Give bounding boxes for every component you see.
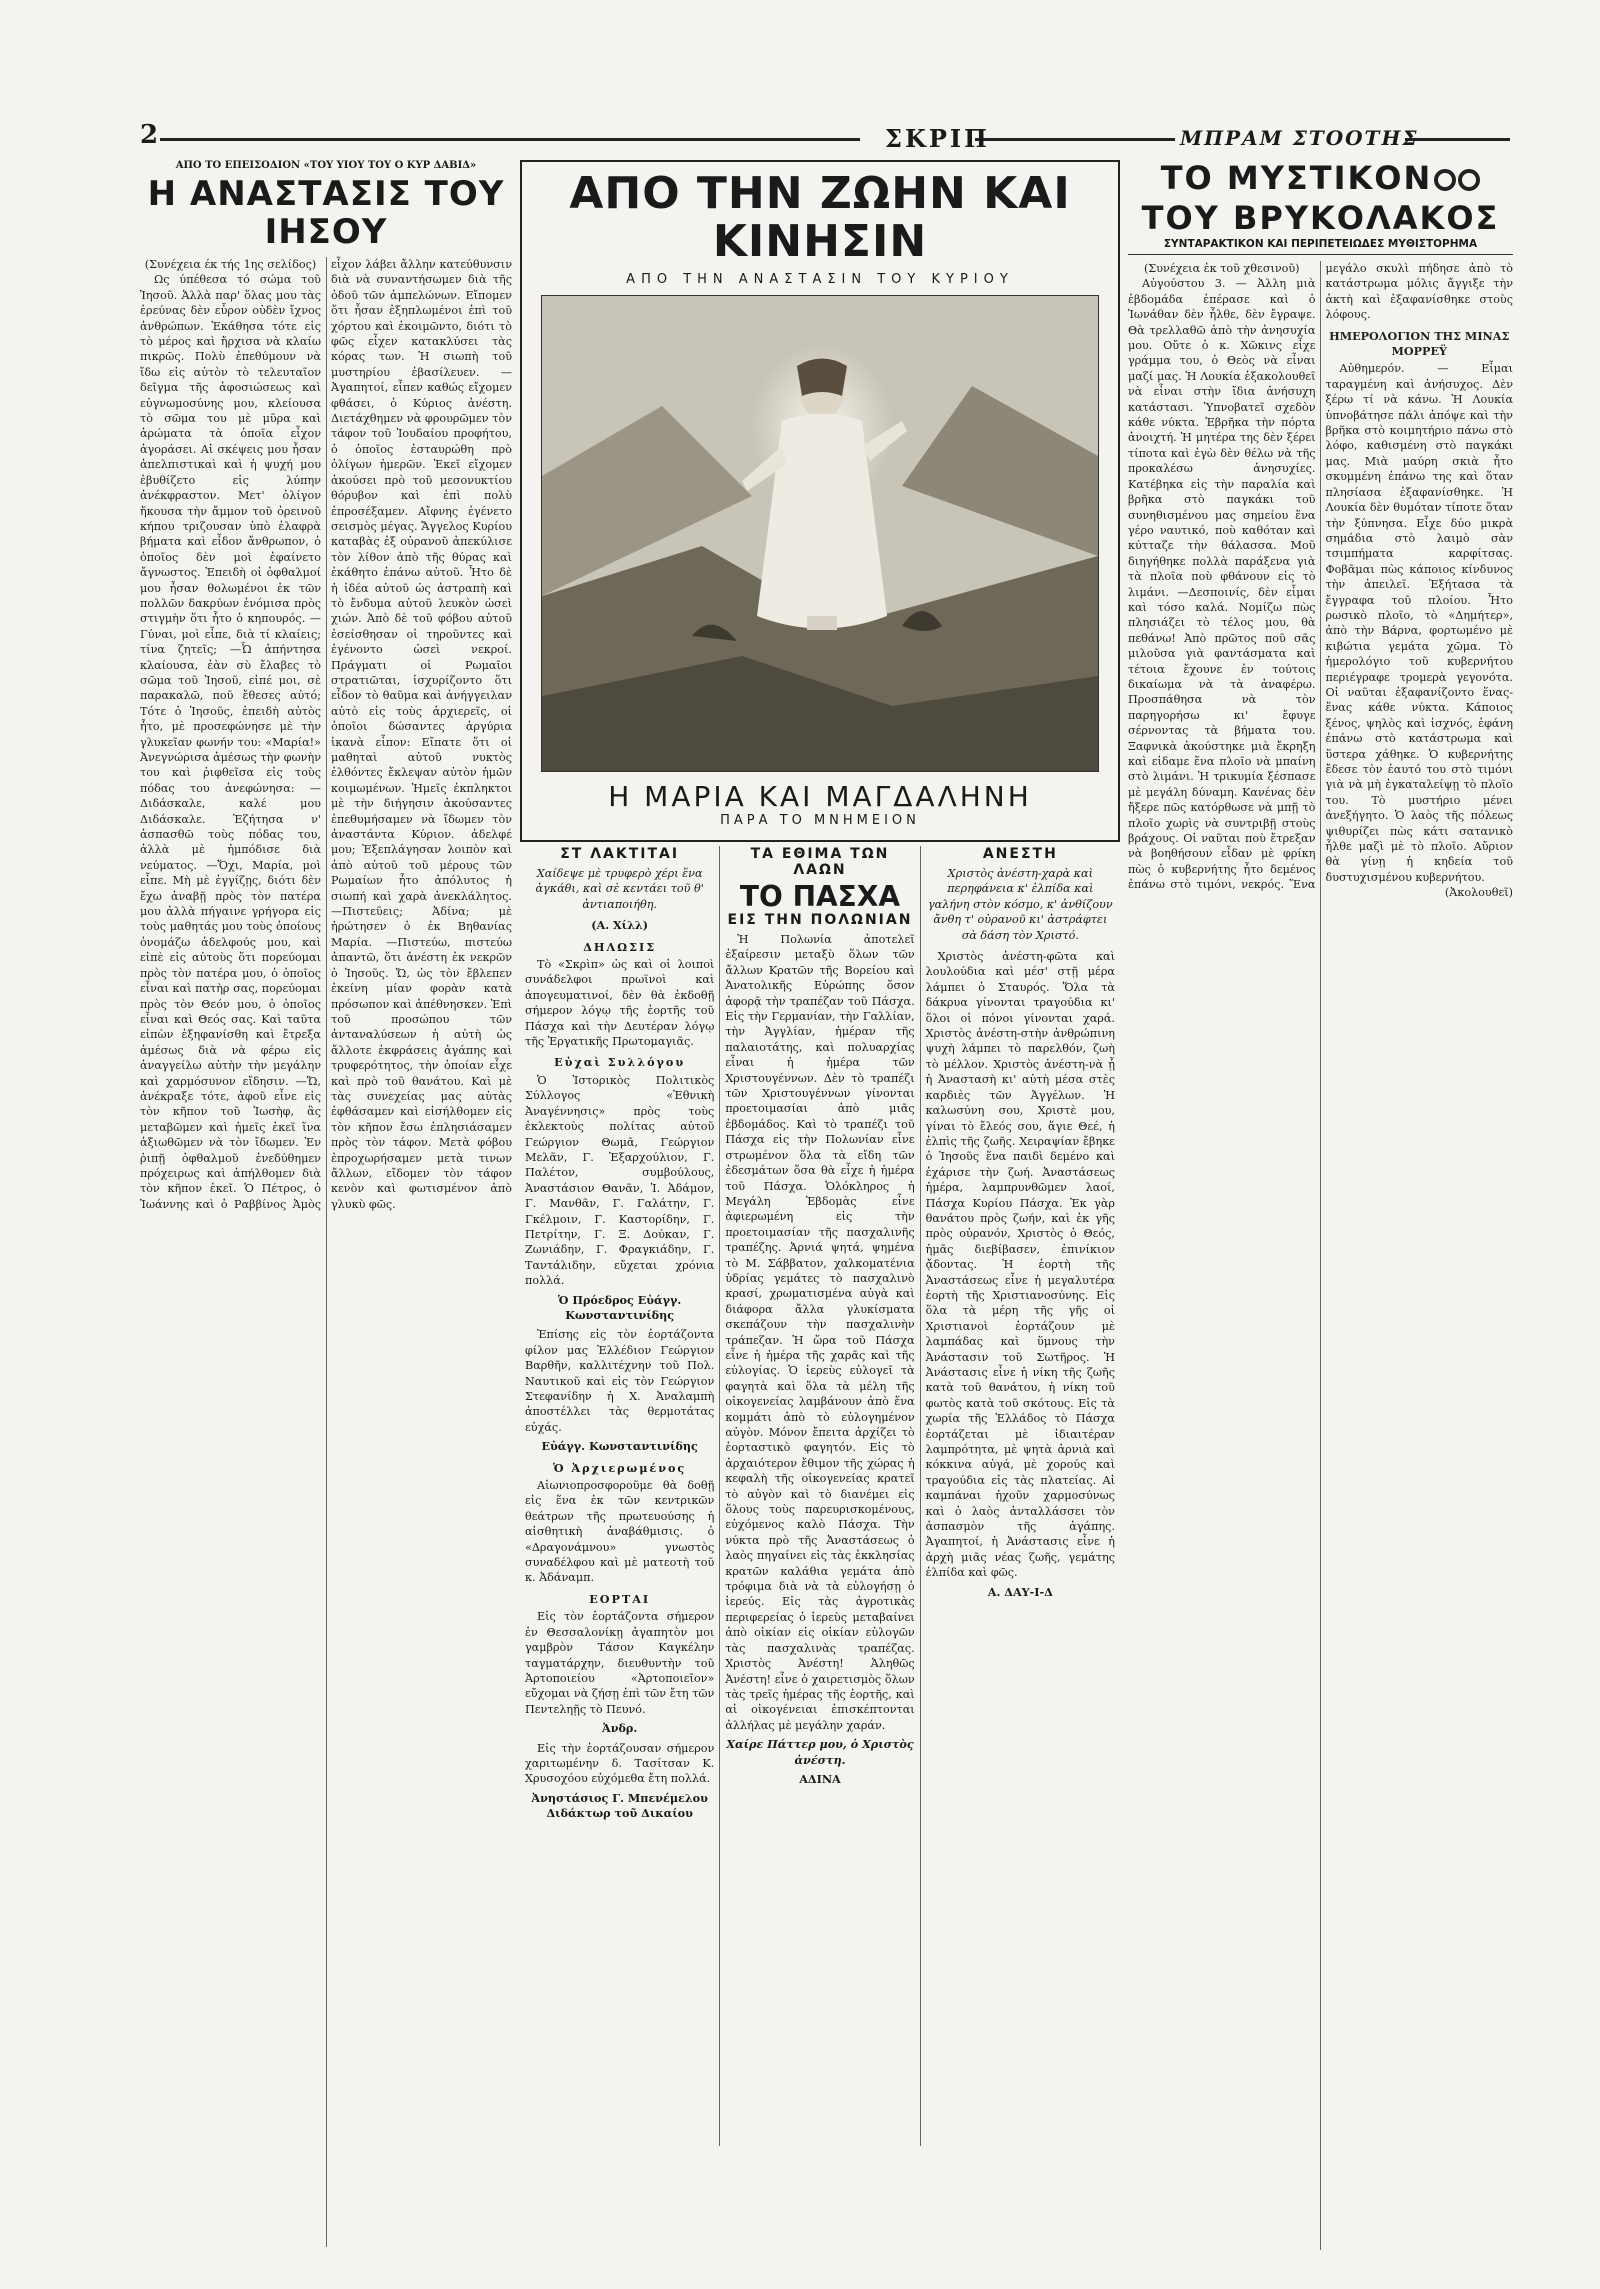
col2-sign: ΑΔΙΝΑ: [799, 1771, 841, 1786]
page-number: 2: [140, 120, 159, 150]
center-banner-sub: ΑΠΟ ΤΗΝ ΑΝΑΣΤΑΣΙΝ ΤΟΥ ΚΥΡΙΟΥ: [626, 272, 1014, 287]
col2-head: ΤΑ ΕΘΙΜΑ ΤΩΝ ΛΑΩΝ: [750, 846, 890, 878]
col1-body4: Αἱωνιοπροσφοροῦμε θὰ δοθῇ εἰς ἕνα ἐκ τῶν κεντρικῶν θεάτρων τῆς πρωτευούσης ἡ αἰσθητικὴ ἀναβάθμισις. ὁ «Δραγονάμνου» γνωστὸς συναδέλφου καὶ μὲ ματεοτὴ τοῦ κ. Ἀδάναμπ.: [525, 1479, 715, 1585]
ornament-icon: [1458, 169, 1480, 191]
col1-body6: Εἰς τὴν ἑορτάζουσαν σήμερον χαριτωμένην δ. Τασίτσαν Κ. Χρυσοχόου εὐχόμεθα ἔτη πολλά.: [525, 1741, 715, 1786]
col1-sect3: Ὁ Ἀρχιερωμένος: [553, 1460, 687, 1475]
masthead: [140, 120, 1510, 153]
paper-name: ΣΚΡΙΠ: [885, 124, 990, 153]
col2-closing: Χαίρε Πάττερ μου, ὁ Χριστὸς ἀνέστη.: [726, 1737, 914, 1767]
center-banner: ΑΠΟ ΤΗΝ ΖΩΗΝ ΚΑΙ ΚΙΝΗΣΙΝ: [569, 168, 1071, 267]
col3-head: ΑΝΕΣΤΗ: [982, 846, 1058, 862]
col3-sign: Α. ΔΑΥ-Ι-Δ: [987, 1584, 1053, 1599]
left-lead: (Συνέχεια έκ τής 1ης σελίδος): [144, 258, 317, 271]
col1-body1: Τὸ «Σκρὶπ» ὡς καὶ οἱ λοιποὶ συνάδελφοι πρωϊνοὶ καὶ ἀπογευματινοί, δὲν θὰ ἐκδοθῇ σήμερον λόγῳ τῆς ἑορτῆς τοῦ Πάσχα καὶ τὴν Δευτέραν λόγῳ τῆς Ἐργατικῆς Πρωτομαγιᾶς.: [525, 958, 715, 1049]
left-article: [140, 160, 512, 2250]
painting-illustration: [542, 296, 1098, 771]
right-lead: (Συνέχεια ἐκ τοῦ χθεσινοῦ): [1143, 262, 1300, 275]
right-body2: Αὐθημερόν. — Εἶμαι ταραγμένη καὶ ἀνήσυχος. Δὲν ξέρω τί νὰ κάνω. Ἡ Λουκία ὑπνοβάτησε πάλι ἀπόψε καὶ τὴν βρῆκα στὸ κοιμητήριο πάνω στὸ λόφο, καθισμένη στὸ παγκάκι μας. Μιὰ μαύρη σκιὰ ἦτο σκυμμένη ἐπάνω της καὶ ὅταν πλησίασα ἐξαφανίσθηκε. Ἡ Λουκία δὲν θυμόταν τίποτε ὅταν τὴν ξύπνησα. Εἶχε δύο μικρὰ σημάδια στὸ λαιμὸ σὰν τσιμπήματα καρφίτσας. Φοβᾶμαι πὼς κάποιος κίνδυνος τὴν ἀπειλεῖ. Ἐξήτασα τὰ ἔγγραφα τοῦ πλοίου. Ἦτο ρωσικὸ πλοῖο, τὸ «Δημήτερ», ἀπὸ τὴν Βάρνα, φορτωμένο μὲ κιβώτια γεμάτα χῶμα. Τὸ ἡμερολόγιο τοῦ κυβερνήτου περιέγραφε τρομερὰ γεγονότα. Οἱ ναῦται ἐξαφανίζοντο ἕνας-ἕνας κάθε νύκτα. Κάποιος ξένος, ψηλὸς καὶ ἰσχνός, ἐφάνη ἐπάνω στὸ κατάστρωμα καὶ ὕστερα χάθηκε. Ὁ κυβερνήτης ἔδεσε τὸν ἑαυτό του στὸ τιμόνι γιὰ νὰ μὴ ἐγκαταλείψῃ τὸ πλοῖο του. Τὸ μυστήριο μένει ἀνεξήγητο. Ὁ λαὸς τῆς πόλεως ψιθυρίζει πὼς κάτι σατανικὸ ἦλθε μαζὶ μὲ τὸ πλοῖο. Αὔριον θὰ γίνῃ ἡ κηδεία τοῦ δυστυχισμένου κυβερνήτου.: [1325, 362, 1513, 884]
right-serial: [1128, 160, 1513, 2250]
col1-sign3: Εὐάγγ. Κωνσταντινίδης: [541, 1439, 698, 1454]
right-cont: (Ἀκολουθεῖ): [1444, 886, 1513, 900]
col2-title: ΤΟ ΠΑΣΧΑ: [739, 880, 901, 913]
left-kicker: ΑΠΟ ΤΟ ΕΠΕΙΣΟΔΙΟΝ «ΤΟΥ ΥΙΟΥ ΤΟΥ Ο ΚΥΡ ΔΑΒΙΔ»: [175, 160, 477, 171]
col1-body3: Ἐπίσης εἰς τὸν ἑορτάζοντα φίλον μας Ἐλλέδιον Γεώργιον Βαρθῆν, καλλιτέχνην τοῦ Πολ. Ναυτικοῦ καὶ εἰς τὸν Γεώργιον Στεφανίδην ἡ Χ. Ἀναλαμπὴ ἀποστέλλει τὰς θερμοτάτας εὐχάς.: [525, 1328, 715, 1434]
right-body1: Αὐγούστου 3. — Ἀλλη μιὰ ἑβδομάδα ἐπέρασε καὶ ὁ Ἰωνάθαν δὲν ἦλθε, δὲν ἔγραψε. Θὰ τρελλαθῶ ἀπὸ τὴν ἀνησυχία μου. Οὔτε ὁ κ. Χῶκινς εἶχε γράμμα του, ὁ Θεὸς νὰ εἶναι μαζί μας. Ἡ Λουκία ἐξακολουθεῖ νὰ εἶναι στὴν ἴδια ἀνήσυχη κατάστασι. Ὑπνοβατεῖ σχεδὸν κάθε νύκτα. Ἐβρῆκα τὴν πόρτα ἀνοιχτή. Ἡ μητέρα της δὲν ξέρει τίποτα καὶ ἐγὼ δὲν θέλω νὰ τῆς προκαλέσω ἀνησυχίες. Κατέβηκα εἰς τὴν παραλία καὶ βρῆκα στὸ παγκάκι τοῦ συνηθισμένου μας σημείου ἕνα γέρο ναυτικό, ποὺ καθόταν καὶ κύτταζε τὴν θάλασσα. Μοῦ διηγήθηκε πολλὰ παράξενα γιὰ τὰ πλοῖα ποὺ φθάνουν εἰς τὸ λιμάνι. —Δεσποινίς, δὲν εἶμαι καὶ τόσο καλά. Νομίζω πὼς πλησιάζει τὸ τέλος μου, θὰ πεθάνω! Ἀπὸ πρῶτος ποῦ σᾶς μιλοῦσα γιὰ φαντάσματα καὶ τέτοια ἔχουνε ἐν τούτοις δικαίωμα νὰ τὰ ἀναφέρω. Προσπάθησα νὰ τὸν παρηγορήσω κι' ἔφυγε σέρνοντας τὰ βήματα του. Ξαφνικὰ ἀκούστηκε μιὰ ἔκρηξη καὶ εἰδαμε ἕνα πλοῖο νὰ μπαίνη στὸ λιμάνι. Ἡ τρικυμία ξέσπασε μὲ μεγάλη δύναμη. Κανένας δὲν ἤξερε πῶς κατόρθωσε νὰ μπῇ τὸ πλοῖο χωρὶς νὰ συντριβῇ στοὺς βράχους. Οἱ ναῦται ποὺ ἔτρεξαν νὰ βοηθήσουν εἶδαν μὲ φρίκη πὼς ὁ κυβερνήτης ἦτο δεμένος ἐπάνω στὸ τιμόνι, νεκρός. Ἕνα μεγάλο σκυλὶ πήδησε ἀπὸ τὸ κατάστρωμα μόλις ἄγγιξε τὴν ἀκτὴ καὶ ἐξαφανίσθηκε στοὺς λόφους.: [1128, 262, 1513, 892]
right-body-columns: [1128, 261, 1513, 2250]
right-title-2: ΤΟΥ ΒΡΥΚΟΛΑΚΟΣ: [1141, 199, 1500, 237]
masthead-rule-right: [1405, 138, 1510, 141]
right-header: ΜΠΡΑΜ ΣΤΟΟΤΗΣ: [1180, 126, 1419, 150]
col1-sect2: Εὐχαὶ Συλλόγου: [554, 1055, 686, 1070]
center-three-columns: [520, 846, 1120, 2146]
left-body-columns: [140, 257, 512, 2247]
right-title-1: [1128, 160, 1513, 196]
right-deck: ΣΥΝΤΑΡΑΚΤΙΚΟΝ ΚΑΙ ΠΕΡΙΠΕΤΕΙΩΔΕΣ ΜΥΘΙΣΤΟΡΗΜΑ: [1128, 238, 1513, 255]
col1-sign5: Ἀνηστάσιος Γ. Μπενέμελου Διδάκτωρ τοῦ Δικαίου: [531, 1790, 708, 1821]
col1-poem: Χαίδεψε μὲ τρυφερὸ χέρι ἕνα ἀγκάθι, καὶ σὲ κεντάει τοῦ θ' ἀντιαποιήθη.: [535, 867, 704, 911]
center-col-3: [920, 846, 1120, 2146]
left-title: Η ΑΝΑΣΤΑΣΙΣ ΤΟΥ ΙΗΣΟΥ: [147, 174, 505, 252]
painting-caption: Η ΜΑΡΙΑ ΚΑΙ ΜΑΓΔΑΛΗΝΗ: [608, 780, 1032, 813]
resurrection-painting: [541, 295, 1099, 772]
col1-poem-sign: (Α. Χίλλ): [591, 918, 649, 933]
right-title-1-text: ΤΟ ΜΥΣΤΙΚΟΝ: [1160, 160, 1433, 197]
masthead-rule-left: [160, 138, 860, 141]
col1-head: ΣΤ ΛΑΚΤΙΤΑΙ: [560, 846, 680, 862]
col1-sign4: Ἀνδρ.: [602, 1721, 638, 1736]
center-col-1: [520, 846, 719, 2146]
col3-body: Χριστὸς ἀνέστη-φῶτα καὶ λουλούδια καὶ μέσ' στῇ μέρα λάμπει ὁ Σταυρός. Ὅλα τὰ δάκρυα γίνονται τραγούδια κι' ὅλοι οἱ πόνοι γίνονται χαρά. Χριστὸς ἀνέστη-στὴν ἀνθρώπινη ψυχὴ λάμπει τὸ παρελθόν, ζωὴ τὸ μέλλον. Χριστὸς ἀνέστη-νὰ ᾖ ἡ Ἀναστασὴ κι' αὐτὴ μέσα στὲς καρδιὲς τῶν Ἀγγέλων. Ἡ καλωσύνη σου, Χριστὲ μου, γίναι τὸ ἔλεός σου, ἅγιε Θεέ, ἡ ἐλπὶς τῆς ζωῆς. Χειραψίαν ἔβηκε ὁ Ἰησοῦς ἕνα παιδὶ δεμένο καὶ ἐχάρισε τὴν ζωή. Ἀναστάσεως ἡμέρα, λαμπρυνθῶμεν λαοί, Πάσχα Κυρίου Πάσχα. Ἐκ γὰρ θανάτου πρὸς ζωήν, καὶ ἐκ γῆς πρὸς οὐρανόν, Χριστὸς ὁ Θεός, ἡμᾶς διεβίβασεν, ἐπινίκιον ᾄδοντας. Ἡ ἑορτὴ τῆς Ἀναστάσεως εἶνε ἡ μεγαλυτέρα ἑορτὴ τῆς Χριστιανοσύνης. Εἰς ὅλα τὰ μέρη τῆς γῆς οἱ Χριστιανοὶ ἑορτάζουν μὲ λαμπάδας καὶ ὕμνους τὴν Ἀνάστασιν τοῦ Σωτῆρος. Ἡ Ἀνάστασις εἶνε ἡ νίκη τῆς ζωῆς κατὰ τοῦ θανάτου, ἡ νίκη τοῦ φωτὸς κατὰ τοῦ σκότους. Εἰς τὰ χωρία τῆς Ἑλλάδος τὸ Πάσχα ἑορτάζεται μὲ ἰδιαιτέραν λαμπρότητα, μὲ ψητὰ ἀρνιὰ καὶ κόκκινα αὐγά, μὲ χορούς καὶ τραγούδια εἰς τὰς πλατείας. Αἱ καμπάναι ἠχοῦν χαρμοσύνως καὶ ὁ λαὸς ἀνταλλάσσει τὸν ἀσπασμὸν τῆς ἀγάπης. Ἀγαπητοί, ἡ Ἀνάστασις εἶνε ἡ ἀρχὴ μιᾶς νέας ζωῆς, γεμάτης ἐλπίδα καὶ φῶς.: [925, 950, 1115, 1580]
center-banner-box: [520, 160, 1120, 842]
center-section: [520, 160, 1120, 2250]
left-body: Ως ύπέθεσα τό σώμα τοῦ Ἰησοῦ. Ἀλλὰ παρ' ὅλας μου τὰς ἐρεύνας δὲν εὗρον οὐδὲν ἴχνος ἀνθρώπων. Ἐκάθησα τότε εἰς τὸ μέρος καὶ ἤρχισα νὰ κλαίω πικρῶς. Πολὺ ἐπεθύμουν νὰ ἴδω εἰς αὐτὸν τὸ τελευταῖον δεῖγμα τῆς ἀφοσιώσεως καὶ εὐγνωμοσύνης μου, κλείουσα τὸ σῶμα του μὲ μῦρα καὶ ἀρώματα τὰ ὁποῖα εἶχον ἀγοράσει. Αἱ σκέψεις μου ἦσαν ἀπελπιστικαὶ καὶ ἡ ψυχή μου ἐβυθίζετο εἰς λύπην ἀνέκφραστον. Μετ' ὀλίγον ἤκουσα τὴν ἄμμον τοῦ ὀρεινοῦ κήπου τριζουσαν ὑπὸ ἐλαφρὰ βήματα καὶ εἶδον ἄνθρωπον, ὁ ὁποῖος δὲν μοὶ ἐφαίνετο ἄγνωστος. Ἐπειδὴ οἱ ὀφθαλμοί μου ἦσαν θολωμένοι ἐκ τῶν πολλῶν δακρύων ἐνόμισα πρὸς στιγμὴν ὅτι ἦτο ὁ κηπουρός. —Γύναι, μοὶ εἶπε, διὰ τί κλαίεις; τίνα ζητεῖς; —Ὦ ἀπήντησα κλαίουσα, ἐὰν σὺ ἔλαβες τὸ σῶμα τοῦ Ἰησοῦ, εἰπέ μοι, σὲ παρακαλῶ, ποῦ ἔθεσες αὐτό; Τότε ὁ Ἰησοῦς, ἐπειδὴ αὐτὸς ἦτο, μὲ προσεφώνησε μὲ τὴν γλυκεῖαν φωνήν του: «Μαρία!» Ἀνεγνώρισα ἀμέσως τὴν φωνὴν του καὶ ῥιφθεῖσα εἰς τοὺς πόδας του ἀνεφώνησα: —Διδάσκαλε, καλέ μου Διδάσκαλε. Ἐζήτησα ν' ἀσπασθῶ τοὺς πόδας του, ἀλλὰ μὲ ἠμπόδισε διὰ νεύματος. —Ὄχι, Μαρία, μοὶ εἶπε. Μὴ μὲ ἐγγίζῃς, διότι δὲν ἔχω ἀναβῇ πρὸς τὸν πατέρα μου ἀλλὰ πήγαινε γρήγορα εἰς τοὺς μαθητάς μου τοὺς ὁποίους ὀνομάζω ἀδελφούς μου, καὶ εἰπὲ εἰς αὐτοὺς ὅτι πορεύομαι πρὸς τὸν πατέρα μου, ὁ ὁποῖος εἶναι καὶ πατὴρ σας, πορεύομαι πρὸς τὸν Θεόν μου, ὁ ὁποῖος εἶναι καὶ Θεός σας. Καὶ ταῦτα εἰπὼν ἐξηφανίσθη καὶ ἔτρεξα ἀμέσως διὰ νὰ φέρω εἰς ἀναγγείλω αὐτὴν τὴν μεγάλην καὶ χαρμόσυνον εἴδησιν. —Ὤ, ἀνέκραξε τότε, ἀφοῦ εἶνε εἰς τὸν κῆπον τοῦ Ἰωσὴφ, ἂς μεταβῶμεν καὶ ἡμεῖς ἐκεῖ ἵνα ἀξιωθῶμεν νὰ τὸν ἴδωμεν. Ἐν ῥιπῇ ὀφθαλμοῦ ἐνεδύθημεν πρόχειρως καὶ ἀπήλθομεν διὰ τὸν κῆπον ἐκεῖ. Ὁ Πέτρος, ὁ Ἰωάννης καὶ ὁ Ραββίνος Ἀμὸς εἶχον λάβει ἄλλην κατεύθυνσιν διὰ νὰ συναντήσωμεν διὰ τῆς ὁδοῦ τῶν ἀμπελώνων. Εἴπομεν ὅτι ἦσαν ἐξηπλωμένοι ἐπὶ τοῦ χόρτου καὶ ἐκοιμῶντο, διότι τὸ φῶς εἶχεν κατακλύσει τὰς κόρας των. Ἡ σιωπὴ τοῦ μυστηρίου ἐβασίλευεν. —Ἀγαπητοί, εἶπεν καθώς εἴχομεν φθάσει, ὁ Κύριος ἀνέστη. Διετάχθημεν νὰ φρουρῶμεν τὸν τάφον τοῦ Ἰουδαίου προφήτου, ὁ ὁποῖος ἐσταυρώθη πρὸ ὀλίγων ἡμερῶν. Ἐκεῖ εἴχομεν ἀκούσει πρὸ τοῦ μεσονυκτίου θόρυβον καὶ ἐπὶ πολὺ ἐπροσέξαμεν. Αἴφνης ἐγένετο σεισμὸς μέγας. Ἄγγελος Κυρίου καταβὰς ἐξ οὐρανοῦ ἀπεκύλισε τὸν λίθον ἀπὸ τῆς θύρας καὶ ἐκάθητο ἐπάνω αὐτοῦ. Ἦτο δὲ ἡ ἰδέα αὐτοῦ ὡς ἀστραπὴ καὶ τὸ ἔνδυμα αὐτοῦ λευκὸν ὡσεὶ χιών. Ἀπὸ δὲ τοῦ φόβου αὐτοῦ ἐσείσθησαν οἱ τηροῦντες καὶ ἐγένοντο ὡσεὶ νεκροί. Πράγματι οἱ Ρωμαῖοι στρατιῶται, ἰσχυρίζοντο ὅτι εἶδον τὸ θαῦμα καὶ ἀνήγγειλαν αὐτὸ εἰς τοὺς ἀρχιερεῖς, οἱ ὁποῖοι δώσαντες ἀργύρια ἱκανὰ εἶπον: Εἴπατε ὅτι οἱ μαθηταὶ αὐτοῦ νυκτὸς ἐλθόντες ἔκλεψαν αὐτὸν ἡμῶν κοιμωμένων. Ἡμεῖς ἐκπληκτοι μὲ τὴν διήγησιν ἀκούσαντες ἐπεθυμήσαμεν νὰ ἴδωμεν τὸν ἀναστάντα Κύριον. ἀδελφέ μου; Ἐξεπλάγησαν λοιπὸν καὶ ἀπὸ αὐτοῦ τοῦ μέρους τῶν Ρωμαίων ἦτο ἀπόλυτος ἡ σιωπή καὶ χαρὰ ἀνεκλάλητος. —Πιστεῦεις; Ἀδίνα; μὲ ἠρώτησεν ὁ ἐκ Βηθανίας Μαρία. —Πιστεύω, πιστεύω ἀπαντῶ, ὅτι ἀνέστη ἐκ νεκρῶν ὁ Ἰησοῦς. Ὤ, ὡς τὸν ἔβλεπεν ἐκείνη μίαν φορὰν κατὰ πρόσωπον καὶ ἀπέθνησκεν. Ἐπὶ τοῦ προσώπου τῶν ἀνταναλύσεων ἡ αὐτὴ ὡς ἄλλοτε ἐκφράσεις ἀγάπης καὶ τρυφερότητος, τὴν ὁποίαν εἶχε καὶ πρὸ τοῦ θανάτου. Καὶ μὲ τὰς συνεχείας μας αὐτὰς ἐφθάσαμεν καὶ εἰσήλθομεν εἰς τὸν κῆπον ἔσω ἐπλησιάσαμεν πρὸς τὸν τάφον. Μετὰ φόβου ἐπροχωρήσαμεν μετὰ τινων ἄλλων, εἴδομεν τὸν τάφον κενὸν καὶ φωτισμένον ἀπὸ γλυκὺ φῶς.: [140, 258, 512, 1211]
masthead-rule-middle: [975, 138, 1175, 141]
col1-body2: Ὁ Ἰστορικὸς Πολιτικὸς Σύλλογος «Ἐθνικὴ Ἀναγέννησις» πρὸς τοὺς ἐκλεκτοὺς πολίτας αὐτοῦ Γεώργιον Θωμᾶ, Γεώργιον Μελᾶν, Γ. Ἐξαρχούλιον, Γ. Παλέτον, συμβούλους, Ἀναστάσιον Θανᾶν, Ἰ. Ἀδάμον, Γ. Μανθᾶν, Γ. Γαλάτην, Γ. Γκέλμοιν, Γ. Καστορίδην, Γ. Πετρίτην, Γ. Ξ. Δούκαν, Γ. Ζωνιάδην, Γ. Φραγκιάδην, Γ. Ταντάλιδην, εὔχεται χρόνια πολλά.: [525, 1073, 715, 1288]
col2-body: Ἡ Πολωνία ἀποτελεῖ ἐξαίρεσιν μεταξὺ ὅλων τῶν ἄλλων Κρατῶν τῆς Βορείου καὶ Ἀνατολικῆς Εὐρώπης ὅσον ἀφορᾷ τὴν τραπέζαν τοῦ Πάσχα. Εἰς τὴν Γερμανίαν, τὴν Γαλλίαν, τὴν Ἀγγλίαν, ἡμέραν τῆς παλαιοτάτης, καὶ πολυαρχίας εἶναι ἡ ἡμέρα τῶν Χριστουγέννων. Δὲν τὸ τραπέζι τῶν Χριστουγέννων γίνονται προετοιμασίαι ἀπὸ μιᾶς ἑβδομάδος. Καὶ τὸ τραπέζι τοῦ Πάσχα εἰς τὴν Πολωνίαν εἶνε στρωμένον ὅλα τὰ εἴδη τῶν ἐδεσμάτων ὅσα θὰ εἶχε ἡ ἡμέρα τοῦ Πάσχα. Ὁλόκληρος ἡ Μεγάλη Ἑβδομὰς εἶνε ἀφιερωμένη εἰς τὴν προετοιμασίαν τῆς πασχαλινῆς τραπέζης. Ἀρνιά ψητά, ψημένα τὸ Μ. Σάββατον, χαλκοματένια ὑδρίας γεμάτες τὸ πασχαλινὸ κρασί, χρωματισμένα αὐγὰ καὶ διάφορα ἄλλα γλυκίσματα σκεπάζουν τὴν πασχαλινὴν τράπεζαν. Ἡ ὥρα τοῦ Πάσχα εἶνε ἡ ἡμέρα τῆς χαρᾶς καὶ τῆς εὐλογίας. Ὁ ἱερεὺς εὐλογεῖ τὰ φαγητὰ καὶ ὅλα τὰ μέλη τῆς οἰκογενείας λαμβάνουν ἀπὸ ἕνα κομμάτι ἀπὸ τὸ εὐλογημένον αὐγὸν. Μόνον ἔπειτα ἀρχίζει τὸ ἑορταστικὸ φαγητόν. Εἰς τὸ ἀρχαιότερον ἔθιμον τῆς χώρας ἡ κεφαλὴ τῆς οἰκογενείας κρατεῖ τὸ αὐγὸν καὶ τὸ διανέμει εἰς ὅλους τοὺς παρευρισκομένους, εὐχόμενος καλὸ Πάσχα. Τὴν νύκτα πρὸ τῆς Ἀναστάσεως ὁ λαὸς πηγαίνει εἰς τὰς ἐκκλησίας κρατῶν καλάθια γεμάτα ἀπὸ τρόφιμα διὰ νὰ τὰ εὐλογήσῃ ὁ ἱερεύς. Εἰς τὰς ἀγροτικὰς περιφερείας ὁ ἱερεὺς μεταβαίνει ἀπὸ οἰκίαν εἰς οἰκίαν εὐλογῶν τὰς πασχαλινὰς τραπέζας. Χριστὸς Ἀνέστη! Ἀληθῶς Ἀνέστη! εἶνε ὁ χαιρετισμὸς ὅλων τὰς τρεῖς ἡμέρας τῆς ἑορτῆς, καὶ αἱ οἰκογένειαι ἐπισκέπτονται ἀλλήλας μὲ μεγάλην χαράν.: [725, 933, 915, 1732]
right-sect: ΗΜΕΡΟΛΟΓΙΟΝ ΤΗΣ ΜΙΝΑΣ ΜΟΡΡΕΫ: [1329, 328, 1510, 359]
col2-title-sub: ΕΙΣ ΤΗΝ ΠΟΛΩΝΙΑΝ: [727, 912, 913, 928]
col1-sect1: ΔΗΛΩΣΙΣ: [583, 939, 657, 954]
ornament-icon: [1434, 169, 1456, 191]
col1-sect4: ΕΟΡΤΑΙ: [589, 1591, 651, 1606]
col1-sign2: Ὁ Πρόεδρος Εὐάγγ. Κωνσταντινίδης: [558, 1292, 682, 1322]
col3-poem: Χριστὸς ἀνέστη-χαρὰ καὶ περηφάνεια κ' ἐλπίδα καὶ γαλήνη στὸν κόσμο, κ' ἀνθίζουν ἄνθη τ' οὐρανοῦ κι' ἀστράφτει σὰ δάση τὸν Χριστό.: [927, 867, 1113, 942]
col1-body5: Εἰς τὸν ἑορτάζοντα σήμερον ἐν Θεσσαλονίκῃ ἀγαπητὸν μοι γαμβρὸν Τάσον Καγκέλην ταγματάρχην, διευθυντὴν τοῦ Ἀρτοποιείου «Ἀρτοποιεῖον» εὔχομαι νὰ ζήσῃ ἐπὶ τῶν ἔτη τῶν Πεντεληῇς τὸ Πευνό.: [525, 1610, 715, 1716]
painting-caption-sub: ΠΑΡΑ ΤΟ ΜΝΗΜΕΙΟΝ: [720, 813, 920, 828]
center-col-2: [719, 846, 919, 2146]
